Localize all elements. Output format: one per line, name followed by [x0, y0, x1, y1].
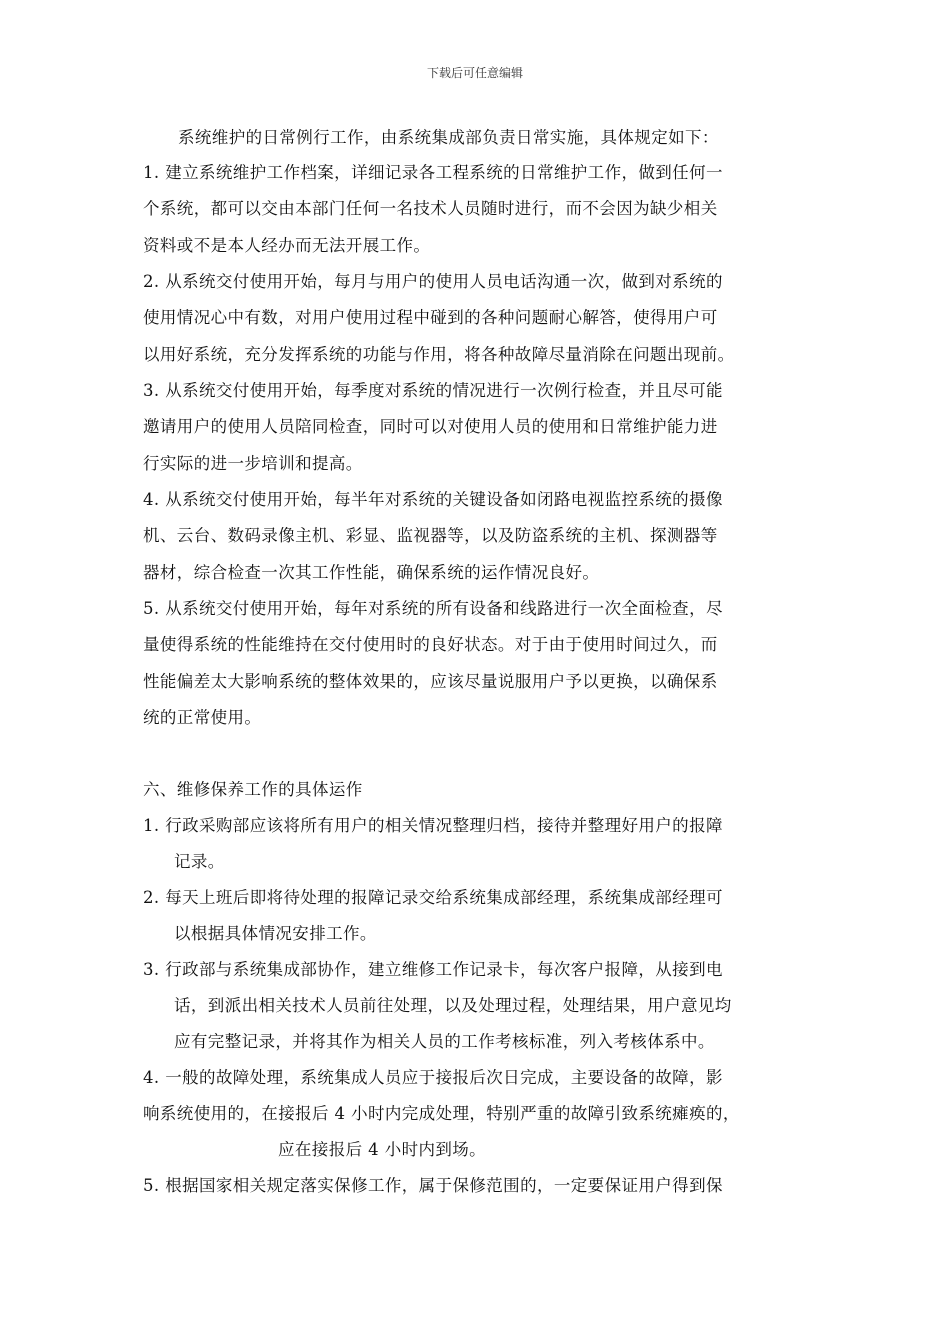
text-line: 4. 从系统交付使用开始，每半年对系统的关键设备如闭路电视监控系统的摄像: [143, 490, 723, 509]
text-line: 器材，综合检查一次其工作性能，确保系统的运作情况良好。: [143, 563, 600, 582]
text-line: 邀请用户的使用人员陪同检查，同时可以对使用人员的使用和日常维护能力进: [143, 417, 718, 436]
text-line: 1. 建立系统维护工作档案，详细记录各工程系统的日常维护工作，做到任何一: [143, 163, 723, 182]
text-line: 以根据具体情况安排工作。: [174, 924, 377, 943]
text-line: 5. 根据国家相关规定落实保修工作，属于保修范围的，一定要保证用户得到保: [143, 1176, 723, 1195]
text-line: 使用情况心中有数，对用户使用过程中碰到的各种问题耐心解答，使得用户可: [143, 308, 718, 327]
page-header: 下载后可任意编辑: [426, 66, 523, 80]
text-line: 六、维修保养工作的具体运作: [143, 780, 363, 799]
text-line: 3. 行政部与系统集成部协作，建立维修工作记录卡，每次客户报障，从接到电: [143, 960, 723, 979]
text-line: 话，到派出相关技术人员前往处理，以及处理过程，处理结果，用户意见均: [174, 996, 732, 1015]
text-line: 以用好系统，充分发挥系统的功能与作用，将各种故障尽量消除在问题出现前。: [143, 345, 735, 364]
text-line: 量使得系统的性能维持在交付使用时的良好状态。对于由于使用时间过久，而: [143, 635, 718, 654]
text-line: 3. 从系统交付使用开始，每季度对系统的情况进行一次例行检查，并且尽可能: [143, 381, 723, 400]
text-line: 应在接报后 4 小时内到场。: [278, 1140, 487, 1159]
text-line: 系统维护的日常例行工作，由系统集成部负责日常实施，具体规定如下：: [178, 128, 719, 147]
text-line: 资料或不是本人经办而无法开展工作。: [143, 236, 431, 255]
text-line: 统的正常使用。: [143, 708, 262, 727]
text-line: 5. 从系统交付使用开始，每年对系统的所有设备和线路进行一次全面检查，尽: [143, 599, 723, 618]
text-line: 4. 一般的故障处理，系统集成人员应于接报后次日完成，主要设备的故障，影: [143, 1068, 723, 1087]
text-line: 性能偏差太大影响系统的整体效果的，应该尽量说服用户予以更换，以确保系: [143, 672, 718, 691]
text-line: 记录。: [174, 852, 225, 871]
text-line: 应有完整记录，并将其作为相关人员的工作考核标准，列入考核体系中。: [174, 1032, 715, 1051]
text-line: 2. 每天上班后即将待处理的报障记录交给系统集成部经理，系统集成部经理可: [143, 888, 723, 907]
text-line: 行实际的进一步培训和提高。: [143, 454, 363, 473]
text-line: 1. 行政采购部应该将所有用户的相关情况整理归档，接待并整理好用户的报障: [143, 816, 723, 835]
text-line: 2. 从系统交付使用开始，每月与用户的使用人员电话沟通一次，做到对系统的: [143, 272, 723, 291]
text-line: 机、云台、数码录像主机、彩显、监视器等，以及防盗系统的主机、探测器等: [143, 526, 718, 545]
text-line: 个系统，都可以交由本部门任何一名技术人员随时进行，而不会因为缺少相关: [143, 199, 718, 218]
text-line: 响系统使用的，在接报后 4 小时内完成处理，特别严重的故障引致系统瘫痪的，: [143, 1104, 740, 1123]
